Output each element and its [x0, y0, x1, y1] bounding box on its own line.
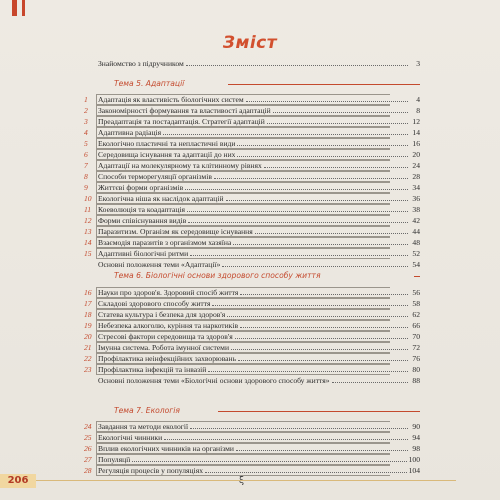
toc-item-number: 3: [84, 117, 88, 126]
theme-rule: [414, 276, 420, 277]
toc-item-page: 58: [412, 299, 420, 308]
toc-item[interactable]: [84, 149, 420, 160]
toc-item[interactable]: [84, 320, 420, 331]
dot-leader: [185, 183, 408, 190]
dot-leader: [208, 365, 408, 372]
toc-item-number: 23: [84, 365, 92, 374]
toc-item-text: Екологічно пластичні та непластичні види: [98, 139, 236, 148]
theme-label: Тема 7. Екологія: [114, 406, 180, 415]
dot-leader: [190, 249, 408, 256]
toc-item[interactable]: [84, 309, 420, 320]
toc-item-text: Екологічна ніша як наслідок адаптацій: [98, 194, 224, 203]
toc-item-page: 20: [412, 150, 420, 159]
toc-item-text: Життєві форми організмів: [98, 183, 184, 192]
toc-item-number: 26: [84, 444, 92, 453]
toc-item-page: 36: [412, 194, 420, 203]
top-accent-bar: [12, 0, 17, 16]
toc-item-number: 5: [84, 139, 88, 148]
toc-item-text: Закономірності формування та властивості адаптацій: [98, 106, 271, 115]
toc-item-page: 12: [412, 117, 420, 126]
toc-item-text: Небезпека алкоголю, куріння та наркотиків: [98, 321, 239, 330]
toc-item-page: 72: [412, 343, 420, 352]
toc-item-number: 8: [84, 172, 88, 181]
dot-leader: [332, 376, 408, 383]
toc-item-text: Коеволюція та коадаптація: [98, 205, 186, 214]
toc-item-number: 4: [84, 128, 88, 137]
toc-item-page: 56: [412, 288, 420, 297]
dot-leader: [264, 161, 408, 168]
toc-item-page: 8: [416, 106, 420, 115]
toc-item-page: 70: [412, 332, 420, 341]
toc-item-page: 16: [412, 139, 420, 148]
toc-item[interactable]: [84, 226, 420, 237]
toc-item-text: Профілактика неінфекційних захворювань: [98, 354, 237, 363]
toc-item-page: 94: [412, 433, 420, 442]
toc-item-page: 42: [412, 216, 420, 225]
dot-leader: [222, 260, 408, 267]
toc-item[interactable]: [84, 364, 420, 375]
theme-heading-7[interactable]: [114, 405, 420, 417]
toc-item-text: Адаптація як властивість біологічних систем: [98, 95, 244, 104]
toc-item-page: 14: [412, 128, 420, 137]
toc-item-text: Основні положення теми «Адаптації»: [98, 260, 221, 269]
toc-item-page: 80: [412, 365, 420, 374]
toc-item[interactable]: [84, 465, 420, 476]
toc-item-page: 98: [412, 444, 420, 453]
dot-leader: [190, 422, 408, 429]
page-number: 206: [0, 474, 36, 488]
toc-item-number: 17: [84, 299, 92, 308]
toc-item[interactable]: [84, 421, 420, 432]
toc-item[interactable]: [84, 298, 420, 309]
dot-leader: [188, 216, 408, 223]
dot-leader: [237, 139, 408, 146]
dot-leader: [186, 59, 408, 66]
toc-item-page: 90: [412, 422, 420, 431]
toc-item-page: 24: [412, 161, 420, 170]
toc-item-text: Популяції: [98, 455, 131, 464]
dot-leader: [240, 321, 408, 328]
toc-item-number: 28: [84, 466, 92, 475]
toc-item[interactable]: [84, 454, 420, 465]
toc-item[interactable]: [98, 375, 420, 386]
toc-item-page: 62: [412, 310, 420, 319]
dot-leader: [212, 299, 408, 306]
toc-item[interactable]: [84, 443, 420, 454]
dot-leader: [240, 288, 408, 295]
toc-item-text: Середовища існування та адаптації до них: [98, 150, 236, 159]
toc-item-text: Регуляція процесів у популяціях: [98, 466, 203, 475]
theme-heading-6[interactable]: [114, 270, 420, 282]
toc-item[interactable]: [84, 342, 420, 353]
toc-item-text: Паразитизм. Організм як середовище існування: [98, 227, 253, 236]
toc-item-number: 13: [84, 227, 92, 236]
toc-item[interactable]: [84, 138, 420, 149]
dot-leader: [163, 128, 408, 135]
toc-item[interactable]: [84, 432, 420, 443]
dot-leader: [187, 205, 408, 212]
toc-item-page: 3: [416, 59, 420, 68]
dot-leader: [233, 238, 408, 245]
toc-item-text: Взаємодія паразитів з організмом хазяїна: [98, 238, 232, 247]
dot-leader: [214, 172, 408, 179]
toc-item-page: 52: [412, 249, 420, 258]
dot-leader: [205, 466, 407, 473]
toc-item-number: 2: [84, 106, 88, 115]
toc-item-text: Способи терморегуляції організмів: [98, 172, 212, 181]
toc-item[interactable]: [98, 259, 420, 270]
toc-item[interactable]: [84, 116, 420, 127]
toc-item[interactable]: [84, 353, 420, 364]
toc-item-text: Вплив екологічних чинників на організми: [98, 444, 234, 453]
toc-item-number: 14: [84, 238, 92, 247]
toc-item-page: 34: [412, 183, 420, 192]
dot-leader: [238, 354, 408, 361]
toc-item[interactable]: [84, 182, 420, 193]
dot-leader: [226, 194, 408, 201]
toc-item-number: 16: [84, 288, 92, 297]
theme-rule: [228, 84, 420, 85]
toc-item-page: 38: [412, 205, 420, 214]
toc-item-number: 12: [84, 216, 92, 225]
toc-item-text: Основні положення теми «Біологічні основи здорового способу життя»: [98, 376, 330, 385]
page-title: Зміст: [222, 33, 278, 53]
toc-item-number: 21: [84, 343, 92, 352]
dot-leader: [231, 343, 408, 350]
toc-item[interactable]: [84, 331, 420, 342]
toc-item-text: Адаптивні біологічні ритми: [98, 249, 189, 258]
footer-rule: [36, 480, 456, 481]
toc-item-number: 15: [84, 249, 92, 258]
dot-leader: [164, 433, 408, 440]
toc-item-page: 48: [412, 238, 420, 247]
toc-item-page: 100: [408, 455, 420, 464]
dot-leader: [237, 150, 408, 157]
toc-item-number: 10: [84, 194, 92, 203]
toc-item[interactable]: [84, 237, 420, 248]
toc-item-number: 18: [84, 310, 92, 319]
toc-item-number: 25: [84, 433, 92, 442]
toc-item-number: 22: [84, 354, 92, 363]
toc-item-text: Стресові фактори середовища та здоров'я: [98, 332, 233, 341]
toc-item-page: 4: [416, 95, 420, 104]
toc-item-text: Адаптації на молекулярному та клітинному рівнях: [98, 161, 262, 170]
toc-item-number: 19: [84, 321, 92, 330]
page-mark: ξ: [239, 476, 245, 486]
toc-item[interactable]: [84, 287, 420, 298]
dot-leader: [267, 117, 408, 124]
toc-item[interactable]: [84, 193, 420, 204]
theme-rule: [218, 411, 420, 412]
toc-item[interactable]: [84, 204, 420, 215]
toc-item[interactable]: [84, 248, 420, 259]
toc-item-page: 66: [412, 321, 420, 330]
toc-item-page: 44: [412, 227, 420, 236]
toc-item[interactable]: [84, 105, 420, 116]
toc-item-text: Науки про здоров'я. Здоровий спосіб життя: [98, 288, 239, 297]
toc-item-text: Знайомство з підручником: [98, 59, 184, 68]
toc-item-page: 54: [412, 260, 420, 269]
dot-leader: [132, 455, 406, 462]
toc-item-text: Профілактика інфекцій та інвазій: [98, 365, 207, 374]
top-accent-bar-thin: [22, 0, 25, 16]
toc-item-number: 9: [84, 183, 88, 192]
toc-item-number: 7: [84, 161, 88, 170]
toc-item-page: 28: [412, 172, 420, 181]
toc-item-text: Форми співіснування видів: [98, 216, 187, 225]
toc-item-page: 104: [408, 466, 420, 475]
dot-leader: [227, 310, 408, 317]
toc-item-text: Статева культура і безпека для здоров'я: [98, 310, 226, 319]
toc-item-number: 1: [84, 95, 88, 104]
toc-item-text: Екологічні чинники: [98, 433, 163, 442]
toc-item[interactable]: [84, 171, 420, 182]
toc-item-text: Завдання та методи екології: [98, 422, 189, 431]
toc-item-number: 24: [84, 422, 92, 431]
toc-item-number: 6: [84, 150, 88, 159]
toc-item-number: 27: [84, 455, 92, 464]
toc-item-text: Преадаптація та постадаптація. Стратегії адаптацій: [98, 117, 265, 126]
toc-item[interactable]: [84, 127, 420, 138]
toc-item-text: Імунна система. Робота імунної системи: [98, 343, 230, 352]
dot-leader: [273, 106, 408, 113]
dot-leader: [235, 332, 408, 339]
dot-leader: [255, 227, 408, 234]
toc-item-page: 88: [412, 376, 420, 385]
dot-leader: [236, 444, 408, 451]
toc-item[interactable]: [84, 94, 420, 105]
toc-item-text: Складові здорового способу життя: [98, 299, 211, 308]
toc-item-number: 11: [84, 205, 92, 214]
toc-intro[interactable]: [98, 58, 420, 69]
theme-label: Тема 6. Біологічні основи здорового способу життя: [114, 271, 321, 280]
toc-item-text: Адаптивна радіація: [98, 128, 162, 137]
dot-leader: [246, 95, 408, 102]
toc-item-number: 20: [84, 332, 92, 341]
toc-item[interactable]: [84, 215, 420, 226]
toc-item-page: 76: [412, 354, 420, 363]
theme-label: Тема 5. Адаптації: [114, 79, 185, 88]
toc-item[interactable]: [84, 160, 420, 171]
theme-heading-5[interactable]: [114, 78, 420, 90]
